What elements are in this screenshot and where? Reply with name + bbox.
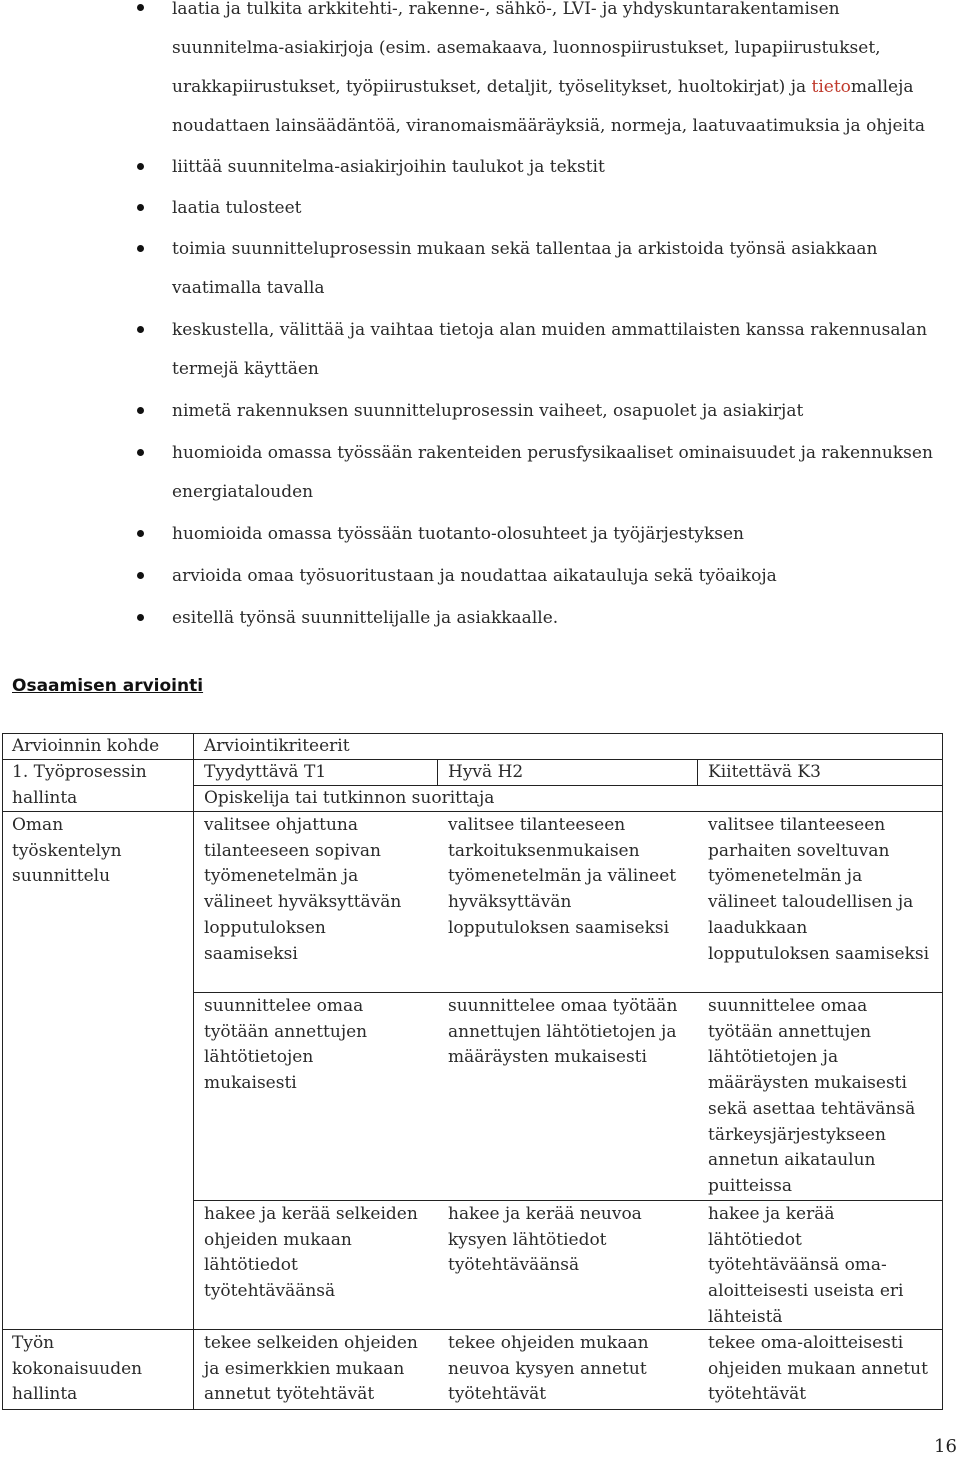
- criteria-cell-h2: valitsee tilanteeseen tarkoituksenmukaisen työmenetelmän ja välineet hyväksyttävän lopputuloksen saamiseksi: [448, 815, 677, 938]
- sub-target-label: Työn kokonaisuuden hallinta: [12, 1333, 143, 1405]
- list-item-line: esitellä työnsä suunnittelijalle ja asiakkaalle.: [172, 608, 559, 628]
- criteria-cell-t1: valitsee ohjattuna tilanteeseen sopivan työmenetelmän ja välineet hyväksyttävän lopputuloksen saamiseksi: [204, 815, 402, 964]
- list-item-line: nimetä rakennuksen suunnitteluprosessin vaiheet, osapuolet ja asiakirjat: [172, 401, 804, 421]
- table-border: [2, 1409, 943, 1410]
- table-header-criteria: Arviointikriteerit: [204, 736, 350, 756]
- list-item-line: vaatimalla tavalla: [172, 278, 325, 298]
- list-item-line: laatia tulosteet: [172, 198, 302, 218]
- criteria-cell-k3: hakee ja kerää lähtötiedot työtehtäväänsä oma-aloitteisesti useista eri lähteistä: [708, 1204, 904, 1327]
- criteria-cell-h2: tekee ohjeiden mukaan neuvoa kysyen annetut työtehtävät: [448, 1333, 649, 1405]
- bullet-dot: [137, 204, 144, 211]
- list-item-text: urakkapiirustukset, työpiirustukset, detaljit, työselitykset, huoltokirjat) ja: [172, 77, 812, 97]
- list-item-line: arvioida omaa työsuoritustaan ja noudattaa aikatauluja sekä työaikoja: [172, 566, 777, 586]
- list-item-text: malleja: [850, 77, 914, 97]
- bullet-dot: [137, 245, 144, 252]
- list-item-line: termejä käyttäen: [172, 359, 319, 379]
- list-item-line: suunnitelma-asiakirjoja (esim. asemakaava, luonnospiirustukset, lupapiirustukset,: [172, 38, 881, 58]
- list-item-line: laatia ja tulkita arkkitehti-, rakenne-, sähkö-, LVI- ja yhdyskuntarakentamisen: [172, 0, 840, 19]
- table-divider: [193, 733, 194, 1410]
- sub-target-label: Oman työskentelyn suunnittelu: [12, 815, 122, 887]
- list-item-line: toimia suunnitteluprosessin mukaan sekä tallentaa ja arkistoida työnsä asiakkaan: [172, 239, 878, 259]
- performer-label: Opiskelija tai tutkinnon suorittaja: [204, 788, 495, 808]
- criteria-cell-t1: tekee selkeiden ohjeiden ja esimerkkien mukaan annetut työtehtävät: [204, 1333, 418, 1405]
- list-item-line: huomioida omassa työssään tuotanto-olosuhteet ja työjärjestyksen: [172, 524, 744, 544]
- criteria-cell-k3: suunnittelee omaa työtään annettujen lähtötietojen ja määräysten mukaisesti sekä asettaa tehtävänsä tärkeysjärjestykseen annetun aikataulun puitteissa: [708, 996, 916, 1196]
- table-header-target: Arvioinnin kohde: [12, 736, 160, 756]
- criteria-cell-t1: suunnittelee omaa työtään annettujen lähtötietojen mukaisesti: [204, 996, 368, 1094]
- table-border: [2, 733, 3, 1410]
- list-item-line: liittää suunnitelma-asiakirjoihin taulukot ja tekstit: [172, 157, 605, 177]
- criteria-cell-k3: tekee oma-aloitteisesti ohjeiden mukaan annetut työtehtävät: [708, 1333, 928, 1405]
- bullet-dot: [137, 4, 144, 11]
- bullet-dot: [137, 407, 144, 414]
- bullet-dot: [137, 449, 144, 456]
- page-number: 16: [934, 1436, 957, 1457]
- table-divider: [193, 992, 943, 993]
- list-item-line: huomioida omassa työssään rakenteiden perusfysikaaliset ominaisuudet ja rakennuksen: [172, 443, 933, 463]
- level-h2-label: Hyvä H2: [448, 762, 524, 782]
- criteria-cell-h2: suunnittelee omaa työtään annettujen lähtötietojen ja määräysten mukaisesti: [448, 996, 678, 1068]
- bullet-dot: [137, 530, 144, 537]
- table-border: [942, 733, 943, 1410]
- bullet-dot: [137, 572, 144, 579]
- list-item-line: keskustella, välittää ja vaihtaa tietoja alan muiden ammattilaisten kanssa rakennusalan: [172, 320, 928, 340]
- bullet-dot: [137, 614, 144, 621]
- level-k3-label: Kiitettävä K3: [708, 762, 821, 782]
- level-t1-label: Tyydyttävä T1: [204, 762, 327, 782]
- list-item-line: energiatalouden: [172, 482, 314, 502]
- bullet-dot: [137, 163, 144, 170]
- bullet-dot: [137, 326, 144, 333]
- highlighted-text: tieto: [811, 77, 851, 97]
- list-item-line: [172, 68, 942, 107]
- criteria-cell-h2: hakee ja kerää neuvoa kysyen lähtötiedot työtehtäväänsä: [448, 1204, 642, 1276]
- criteria-cell-k3: valitsee tilanteeseen parhaiten soveltuvan työmenetelmän ja välineet taloudellisen ja laadukkaan lopputuloksen saamiseksi: [708, 815, 930, 964]
- list-item-line: noudattaen lainsäädäntöä, viranomaismääräyksiä, normeja, laatuvaatimuksia ja ohjeita: [172, 116, 925, 136]
- criteria-cell-t1: hakee ja kerää selkeiden ohjeiden mukaan lähtötiedot työtehtäväänsä: [204, 1204, 418, 1302]
- table-divider: [697, 759, 698, 786]
- table-divider: [193, 1200, 943, 1201]
- section-heading: Osaamisen arviointi: [12, 676, 204, 696]
- target-title: 1. Työprosessin hallinta: [12, 762, 147, 808]
- table-divider: [437, 759, 438, 786]
